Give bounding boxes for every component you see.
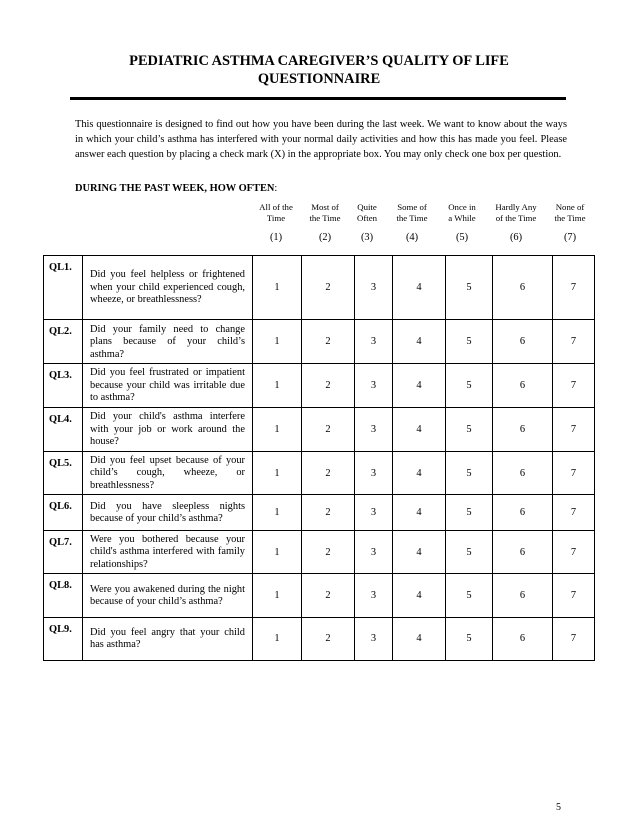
answer-box[interactable]: 6 xyxy=(493,495,553,530)
question-text: Did you feel helpless or frightened when your child experienced cough, wheeze, or breathlessness? xyxy=(83,256,253,320)
question-id: QL6. xyxy=(44,495,83,530)
answer-box[interactable]: 5 xyxy=(446,407,493,451)
question-row xyxy=(44,530,595,574)
column-number: (4) xyxy=(405,232,419,243)
column-header xyxy=(488,202,544,224)
question-row xyxy=(44,364,595,408)
answer-box[interactable]: 3 xyxy=(355,495,393,530)
answer-box[interactable]: 7 xyxy=(553,495,595,530)
answer-box[interactable]: 3 xyxy=(355,364,393,408)
intro-paragraph: This questionnaire is designed to find out how you have been during the last week. We want to know about the ways in which your child’s asthma has interfered with your normal daily activities and how this has made you feel. Please answer each question by placing a check mark (X) in the appropriate box. You may only check one box per question. xyxy=(75,119,567,160)
answer-box[interactable]: 2 xyxy=(302,451,355,495)
answer-box[interactable]: 1 xyxy=(253,407,302,451)
column-header-line-2: a While xyxy=(448,213,476,223)
answer-box[interactable]: 5 xyxy=(446,574,493,617)
question-id: QL1. xyxy=(44,256,83,320)
answer-box[interactable]: 6 xyxy=(493,617,553,660)
answer-box[interactable]: 1 xyxy=(253,495,302,530)
column-header xyxy=(300,202,350,224)
question-id: QL3. xyxy=(44,364,83,408)
answer-box[interactable]: 7 xyxy=(553,256,595,320)
answer-box[interactable]: 6 xyxy=(493,407,553,451)
question-text: Were you bothered because your child's asthma interfered with family relationships? xyxy=(83,530,253,574)
question-id: QL8. xyxy=(44,574,83,617)
question-row xyxy=(44,256,595,320)
answer-box[interactable]: 5 xyxy=(446,256,493,320)
column-header-line-1: Once in xyxy=(448,202,476,212)
answer-box[interactable]: 3 xyxy=(355,451,393,495)
answer-box[interactable]: 2 xyxy=(302,407,355,451)
answer-box[interactable]: 2 xyxy=(302,617,355,660)
question-id: QL7. xyxy=(44,530,83,574)
question-text: Did your family need to change plans because of your child’s asthma? xyxy=(83,320,253,364)
column-header-line-1: Quite xyxy=(357,202,377,212)
question-row xyxy=(44,407,595,451)
answer-box[interactable]: 3 xyxy=(355,407,393,451)
column-header-line-1: None of xyxy=(555,202,585,212)
question-id: QL5. xyxy=(44,451,83,495)
answer-box[interactable]: 2 xyxy=(302,320,355,364)
answer-box[interactable]: 1 xyxy=(253,364,302,408)
column-header xyxy=(349,202,385,224)
answer-box[interactable]: 4 xyxy=(393,407,446,451)
question-id: QL2. xyxy=(44,320,83,364)
answer-box[interactable]: 7 xyxy=(553,617,595,660)
answer-box[interactable]: 7 xyxy=(553,574,595,617)
title-line-2: QUESTIONNAIRE xyxy=(257,71,381,87)
answer-box[interactable]: 4 xyxy=(393,256,446,320)
column-number: (3) xyxy=(360,232,374,243)
question-id: QL9. xyxy=(44,617,83,660)
answer-box[interactable]: 5 xyxy=(446,364,493,408)
column-number: (6) xyxy=(509,232,523,243)
question-row xyxy=(44,320,595,364)
answer-box[interactable]: 1 xyxy=(253,256,302,320)
page-title xyxy=(70,52,568,88)
answer-box[interactable]: 7 xyxy=(553,320,595,364)
answer-box[interactable]: 5 xyxy=(446,495,493,530)
answer-box[interactable]: 3 xyxy=(355,574,393,617)
answer-box[interactable]: 6 xyxy=(493,364,553,408)
answer-box[interactable]: 1 xyxy=(253,574,302,617)
question-id: QL4. xyxy=(44,407,83,451)
answer-box[interactable]: 3 xyxy=(355,617,393,660)
column-header-line-2: of the Time xyxy=(495,213,537,223)
column-header-line-1: Hardly Any xyxy=(495,202,537,212)
question-table xyxy=(43,255,595,661)
column-header-line-1: All of the xyxy=(259,202,293,212)
during-heading-text: DURING THE PAST WEEK, HOW OFTEN xyxy=(75,183,275,194)
answer-box[interactable]: 4 xyxy=(393,364,446,408)
answer-box[interactable]: 3 xyxy=(355,320,393,364)
answer-box[interactable]: 1 xyxy=(253,617,302,660)
answer-box[interactable]: 4 xyxy=(393,530,446,574)
answer-box[interactable]: 7 xyxy=(553,407,595,451)
answer-box[interactable]: 1 xyxy=(253,451,302,495)
question-row xyxy=(44,451,595,495)
question-row xyxy=(44,495,595,530)
question-text: Were you awakened during the night because of your child’s asthma? xyxy=(83,574,253,617)
during-heading xyxy=(75,182,277,196)
answer-box[interactable]: 1 xyxy=(253,530,302,574)
answer-box[interactable]: 2 xyxy=(302,574,355,617)
answer-box[interactable]: 4 xyxy=(393,320,446,364)
answer-box[interactable]: 5 xyxy=(446,530,493,574)
column-number: (1) xyxy=(269,232,283,243)
answer-box[interactable]: 7 xyxy=(553,451,595,495)
answer-box[interactable]: 6 xyxy=(493,574,553,617)
question-row xyxy=(44,617,595,660)
answer-box[interactable]: 5 xyxy=(446,617,493,660)
answer-box[interactable]: 6 xyxy=(493,530,553,574)
page-number: 5 xyxy=(556,802,561,813)
column-number: (2) xyxy=(318,232,332,243)
answer-box[interactable]: 4 xyxy=(393,495,446,530)
answer-box[interactable]: 4 xyxy=(393,617,446,660)
answer-box[interactable]: 6 xyxy=(493,320,553,364)
column-header-line-2: the Time xyxy=(309,213,341,223)
column-header-line-2: the Time xyxy=(396,213,428,223)
question-text: Did you feel angry that your child has asthma? xyxy=(83,617,253,660)
column-header xyxy=(387,202,437,224)
question-row xyxy=(44,574,595,617)
column-header-line-2: Time xyxy=(266,213,286,223)
column-header-line-2: Often xyxy=(356,213,378,223)
question-text: Did you feel upset because of your child’s cough, wheeze, or breathlessness? xyxy=(83,451,253,495)
answer-box[interactable]: 4 xyxy=(393,451,446,495)
column-header-line-1: Most of xyxy=(311,202,339,212)
column-header-line-2: the Time xyxy=(554,213,586,223)
answer-box[interactable]: 2 xyxy=(302,256,355,320)
column-number: (7) xyxy=(563,232,577,243)
column-header xyxy=(440,202,484,224)
question-text: Did your child's asthma interfere with your job or work around the house? xyxy=(83,407,253,451)
answer-box[interactable]: 2 xyxy=(302,530,355,574)
answer-box[interactable]: 5 xyxy=(446,451,493,495)
answer-box[interactable]: 1 xyxy=(253,320,302,364)
answer-box[interactable]: 2 xyxy=(302,495,355,530)
column-number: (5) xyxy=(455,232,469,243)
answer-box[interactable]: 5 xyxy=(446,320,493,364)
answer-box[interactable]: 6 xyxy=(493,256,553,320)
answer-box[interactable]: 2 xyxy=(302,364,355,408)
title-rule xyxy=(70,97,566,100)
column-header-line-1: Some of xyxy=(397,202,427,212)
question-text: Did you have sleepless nights because of your child’s asthma? xyxy=(83,495,253,530)
answer-box[interactable]: 7 xyxy=(553,364,595,408)
answer-box[interactable]: 3 xyxy=(355,530,393,574)
answer-box[interactable]: 4 xyxy=(393,574,446,617)
title-line-1: PEDIATRIC ASTHMA CAREGIVER’S QUALITY OF LIFE xyxy=(129,53,509,69)
answer-box[interactable]: 7 xyxy=(553,530,595,574)
answer-box[interactable]: 6 xyxy=(493,451,553,495)
column-header xyxy=(253,202,299,224)
during-heading-colon: : xyxy=(274,183,278,194)
answer-box[interactable]: 3 xyxy=(355,256,393,320)
question-text: Did you feel frustrated or impatient because your child was irritable due to asthma? xyxy=(83,364,253,408)
column-header xyxy=(550,202,590,224)
